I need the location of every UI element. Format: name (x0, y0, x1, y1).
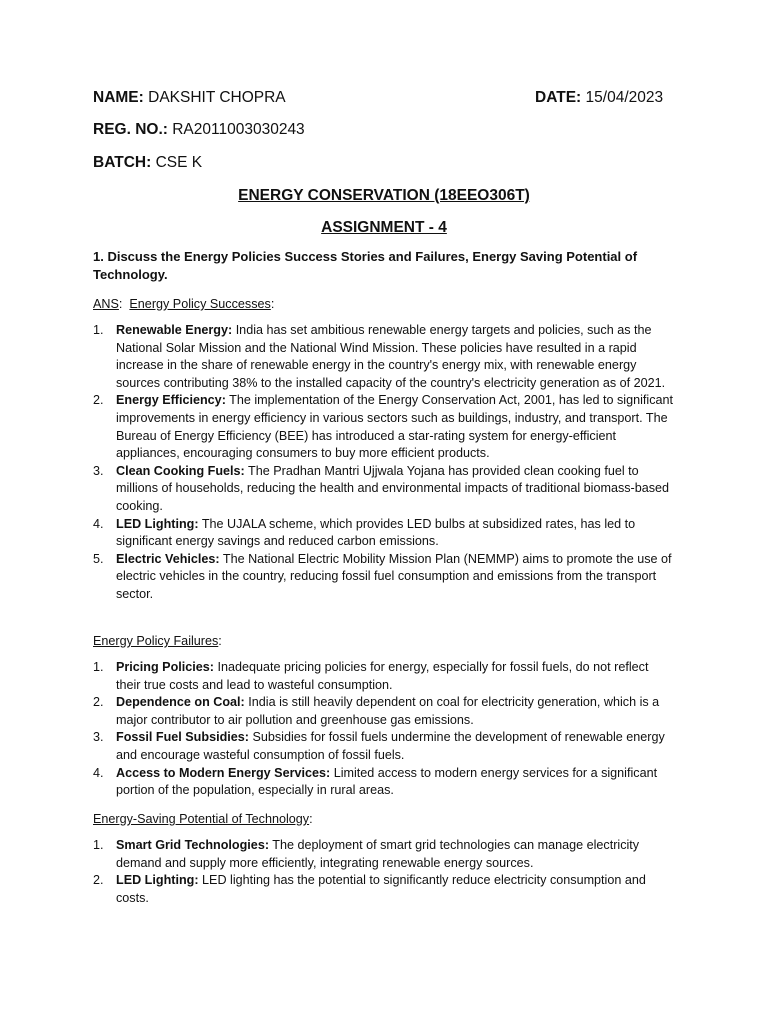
list-item (93, 392, 675, 462)
batch-row (93, 154, 202, 172)
list-item (93, 322, 675, 392)
failures-list-block (93, 659, 675, 800)
technology-heading: Energy-Saving Potential of Technology: (93, 812, 313, 826)
date-label: DATE: (535, 89, 582, 106)
name-value: DAKSHIT CHOPRA (148, 89, 286, 106)
list-number: 4. (93, 765, 104, 780)
successes-list-block (93, 322, 675, 604)
list-number: 3. (93, 730, 104, 745)
list-item (93, 659, 675, 694)
technology-list (93, 837, 675, 907)
batch-value: CSE K (155, 154, 203, 171)
list-text: The deployment of smart grid technologies can manage electricity demand and supply more efficiently, integrating renewable energy sources. (116, 838, 640, 870)
list-number: 1. (93, 660, 104, 674)
list-number: 1. (93, 323, 104, 337)
list-term: Access to Modern Energy Services: (116, 765, 331, 780)
successes-heading-text: Energy Policy Successes (129, 297, 271, 311)
list-item (93, 872, 675, 907)
list-term: Energy Efficiency: (116, 393, 226, 408)
list-item (93, 516, 675, 551)
list-term: Clean Cooking Fuels: (116, 463, 245, 478)
list-number: 5. (93, 551, 104, 566)
batch-label: BATCH: (93, 154, 152, 171)
failures-list (93, 659, 675, 800)
list-number: 3. (93, 463, 104, 478)
list-text: Limited access to modern energy services for a significant portion of the population, especially in rural areas. (116, 765, 658, 798)
failures-heading-text: Energy Policy Failures (93, 634, 219, 648)
date-row (535, 89, 663, 107)
question-text: 1. Discuss the Energy Policies Success Stories and Failures, Energy Saving Potential of Technology. (93, 249, 638, 282)
answer-label: ANS (93, 297, 119, 311)
reg-no-label: REG. NO.: (93, 121, 168, 138)
assignment-title: ASSIGNMENT - 4 (321, 219, 447, 236)
list-item (93, 729, 675, 764)
list-term: Electric Vehicles: (116, 551, 220, 566)
list-term: Dependence on Coal: (116, 695, 245, 710)
list-term: Renewable Energy: (116, 323, 233, 337)
list-number: 4. (93, 516, 104, 531)
technology-heading-text: Energy-Saving Potential of Technology (93, 812, 310, 826)
failures-heading: Energy Policy Failures: (93, 634, 222, 648)
list-term: LED Lighting: (116, 873, 199, 888)
list-item (93, 463, 675, 516)
name-row (93, 89, 286, 107)
list-text: India has set ambitious renewable energy targets and policies, such as the National Solar Mission and the National Wind Mission. These policies have resulted in a rapid increase in the share of renewable energy in the country's energy mix, with renewable energy sources contributing 38% to the installed capacity of the country's electricity generation as of 2021. (116, 323, 666, 390)
reg-no-row (93, 121, 305, 139)
list-term: Fossil Fuel Subsidies: (116, 730, 249, 745)
list-item (93, 694, 675, 729)
list-text: India is still heavily dependent on coal for electricity generation, which is a major contributor to air pollution and greenhouse gas emissions. (116, 695, 660, 727)
course-title: ENERGY CONSERVATION (18EEO306T) (238, 187, 530, 204)
list-text: The National Electric Mobility Mission Plan (NEMMP) aims to promote the use of electric vehicles in the country, reducing fossil fuel consumption and emissions from the transport sector. (116, 551, 672, 601)
list-text: The UJALA scheme, which provides LED bulbs at subsidized rates, has led to significant energy savings and reduced carbon emissions. (116, 516, 636, 549)
list-term: Pricing Policies: (116, 660, 214, 674)
list-item (93, 765, 675, 800)
list-number: 2. (93, 873, 104, 888)
list-item (93, 551, 675, 604)
successes-heading: ANS: Energy Policy Successes: (93, 297, 275, 311)
name-label: NAME: (93, 89, 144, 106)
list-text: The Pradhan Mantri Ujjwala Yojana has provided clean cooking fuel to millions of households, reducing the health and environmental impacts of traditional biomass-based cooking. (116, 463, 670, 513)
date-value: 15/04/2023 (585, 89, 664, 106)
list-number: 2. (93, 695, 104, 710)
list-text: Subsidies for fossil fuels undermine the development of renewable energy and encourage wasteful consumption of fossil fuels. (116, 730, 665, 762)
list-item (93, 837, 675, 872)
successes-list (93, 322, 675, 604)
list-term: Smart Grid Technologies: (116, 838, 270, 852)
list-term: LED Lighting: (116, 516, 199, 531)
list-text: Inadequate pricing policies for energy, especially for fossil fuels, do not reflect their true costs and lead to wasteful consumption. (116, 660, 649, 692)
list-number: 2. (93, 393, 104, 408)
list-number: 1. (93, 838, 104, 852)
list-text: LED lighting has the potential to significantly reduce electricity consumption and costs. (116, 873, 646, 905)
technology-list-block (93, 837, 675, 907)
list-text: The implementation of the Energy Conservation Act, 2001, has led to significant improvements in energy efficiency in various sectors such as buildings, industry, and transport. The Bureau of Energy Efficiency (BEE) has introduced a star-rating system for energy-efficient appliances, encouraging consumers to buy more efficient products. (116, 393, 674, 461)
reg-no-value: RA2011003030243 (172, 121, 305, 138)
